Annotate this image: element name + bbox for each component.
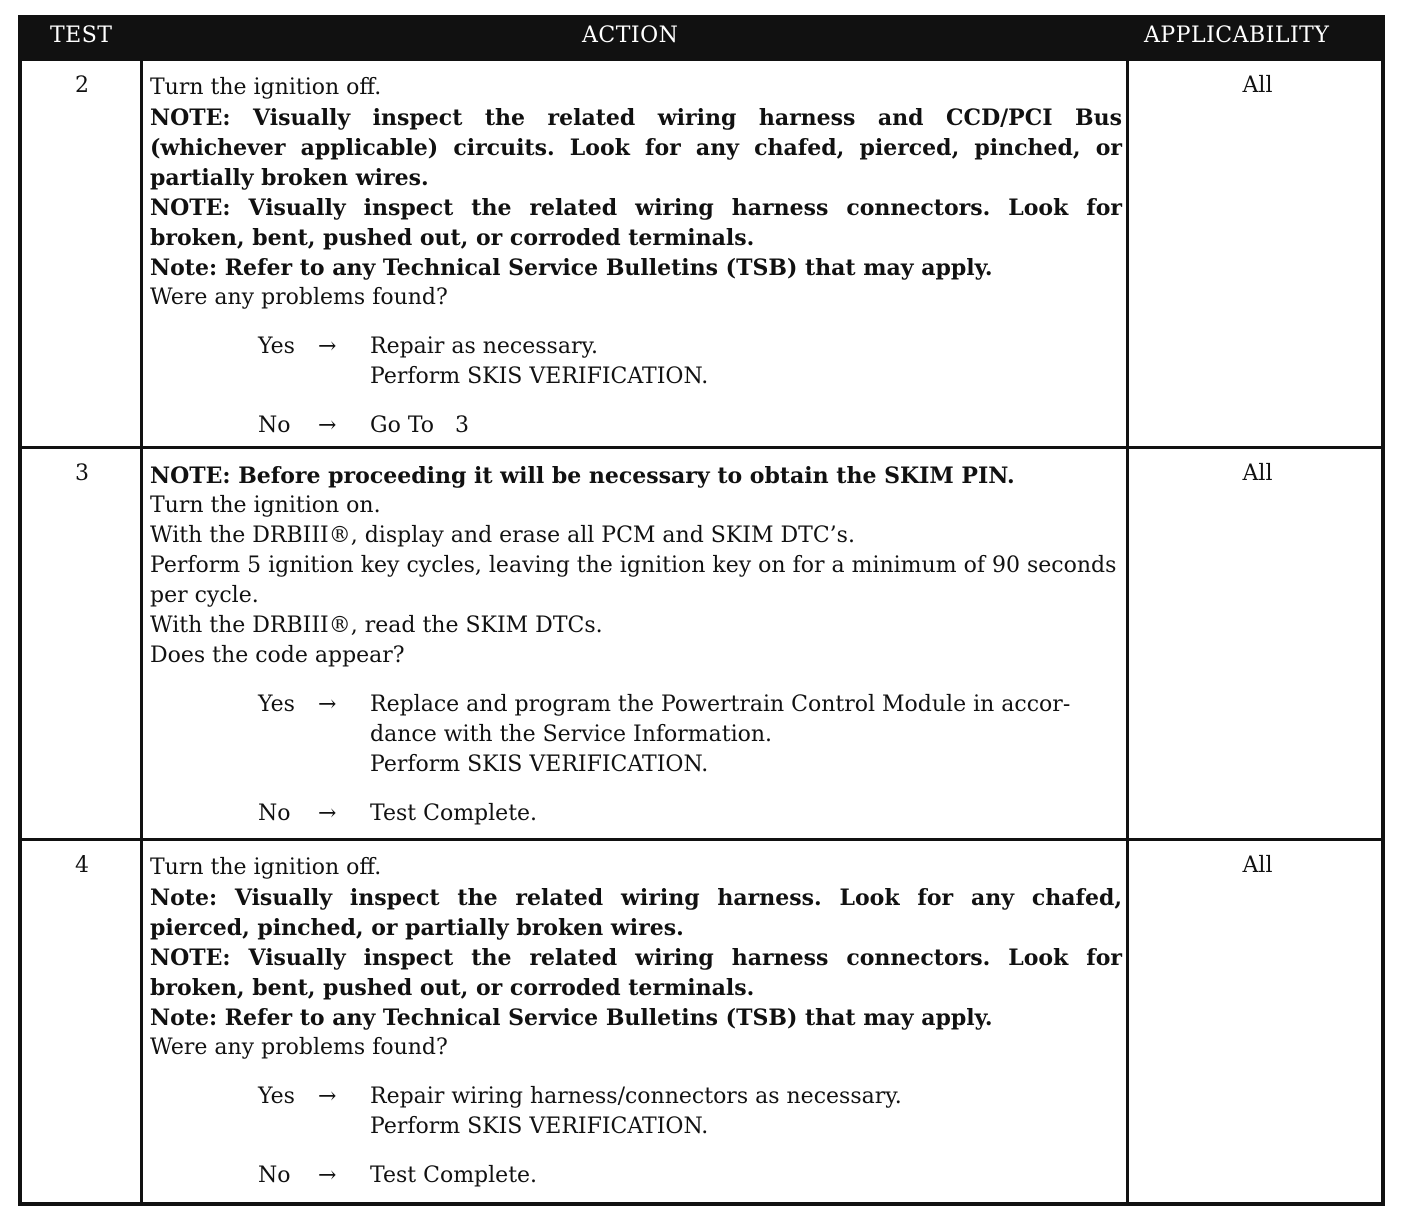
arrow-icon: → [318,1084,337,1109]
yes-result: Perform SKIS VERIFICATION. [370,1114,709,1139]
header-action: ACTION [582,23,679,48]
yes-answer [150,690,1122,720]
applicability: All [1242,461,1273,486]
yes-result: Perform SKIS VERIFICATION. [370,752,709,777]
no-result: Test Complete. [370,801,538,826]
note: NOTE: Visually inspect the related wiring harness connectors. Look for broken, bent, pushed out, or corroded terminals. [150,195,1122,251]
table-header [22,19,1381,61]
question: Were any problems found? [150,285,448,310]
header-test: TEST [50,23,113,48]
yes-result: Perform SKIS VERIFICATION. [370,364,709,389]
arrow-icon: → [318,334,337,359]
yes-result: dance with the Service Information. [370,722,773,747]
action-line: Turn the ignition off. [150,855,382,880]
action-line: With the DRBIII®, display and erase all PCM and SKIM DTC’s. [150,523,855,548]
note: NOTE: Visually inspect the related wiring harness connectors. Look for broken, bent, pushed out, or corroded terminals. [150,945,1122,1001]
table-row [22,449,1381,838]
applicability: All [1242,853,1273,878]
action-line: Turn the ignition off. [150,75,382,100]
no-answer [150,411,1122,441]
yes-result: Repair as necessary. [370,334,598,359]
arrow-icon: → [318,413,337,438]
note: Note: Refer to any Technical Service Bulletins (TSB) that may apply. [150,1005,993,1031]
question: Were any problems found? [150,1035,448,1060]
no-result: Go To 3 [370,413,469,438]
table-row [22,841,1381,1206]
no-answer [150,1161,1122,1191]
diagnostic-table [18,15,1385,1206]
yes-label: Yes [258,692,295,717]
no-answer [150,799,1122,829]
note: Note: Refer to any Technical Service Bulletins (TSB) that may apply. [150,255,993,281]
no-label: No [258,801,291,826]
arrow-icon: → [318,1163,337,1188]
note: NOTE: Visually inspect the related wiring harness and CCD/PCI Bus (whichever applicable) circuits. Look for any chafed, pierced, pinched, or partially broken wires. [150,105,1122,191]
no-label: No [258,413,291,438]
table-row [22,61,1381,446]
action-cell [150,73,1122,441]
question: Does the code appear? [150,643,405,668]
note: NOTE: Before proceeding it will be necessary to obtain the SKIM PIN. [150,463,1015,489]
yes-answer [150,332,1122,362]
yes-label: Yes [258,1084,295,1109]
test-number: 4 [75,853,89,878]
header-applicability: APPLICABILITY [1144,23,1330,48]
arrow-icon: → [318,692,337,717]
no-label: No [258,1163,291,1188]
yes-result: Replace and program the Powertrain Control Module in accor- [370,692,1071,717]
no-result: Test Complete. [370,1163,538,1188]
arrow-icon: → [318,801,337,826]
applicability: All [1242,73,1273,98]
yes-result: Repair wiring harness/connectors as necessary. [370,1084,902,1109]
yes-answer [150,1082,1122,1112]
test-number: 3 [75,461,89,486]
test-number: 2 [75,73,89,98]
action-cell [150,853,1122,1191]
note: Note: Visually inspect the related wiring harness. Look for any chafed, pierced, pinched, or partially broken wires. [150,885,1122,941]
action-line: Perform 5 ignition key cycles, leaving the ignition key on for a minimum of 90 seconds per cycle. [150,553,1117,608]
action-line: With the DRBIII®, read the SKIM DTCs. [150,613,603,638]
action-line: Turn the ignition on. [150,493,381,518]
action-cell [150,461,1122,829]
yes-label: Yes [258,334,295,359]
